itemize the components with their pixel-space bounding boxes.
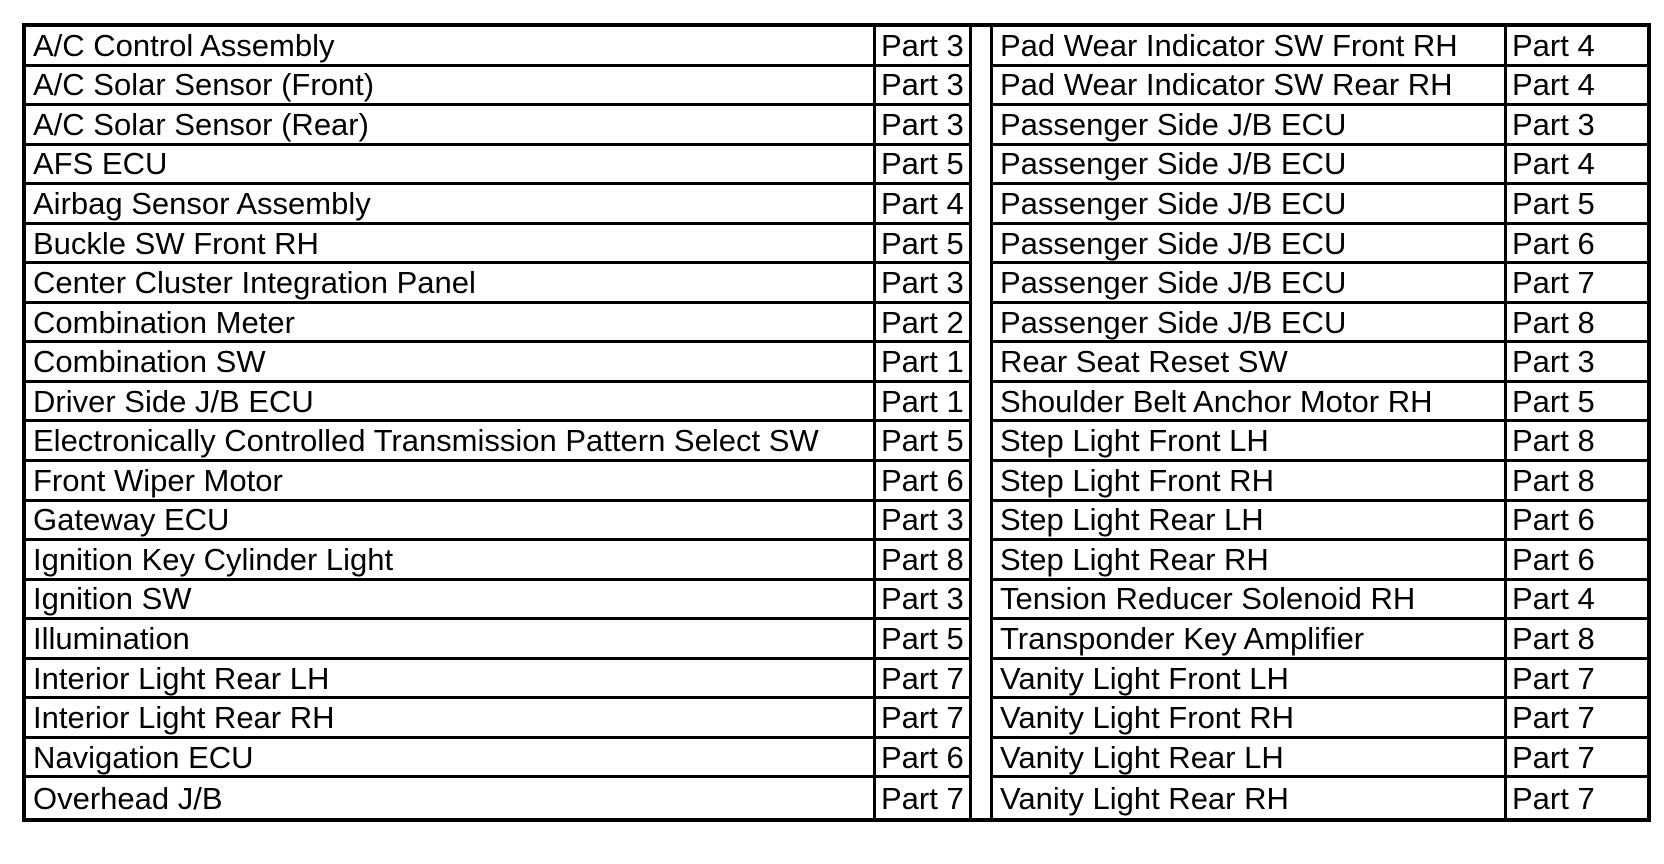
- component-name-cell: Step Light Rear RH: [993, 541, 1507, 581]
- part-number-cell: Part 4: [876, 185, 972, 225]
- component-name-cell: Front Wiper Motor: [26, 462, 876, 502]
- component-name-cell: Passenger Side J/B ECU: [993, 264, 1507, 304]
- part-number-cell: Part 3: [876, 106, 972, 146]
- component-name-cell: Step Light Front RH: [993, 462, 1507, 502]
- part-number-cell: Part 2: [876, 304, 972, 344]
- component-name-cell: Passenger Side J/B ECU: [993, 225, 1507, 265]
- component-name-cell: A/C Control Assembly: [26, 27, 876, 67]
- component-name-cell: Center Cluster Integration Panel: [26, 264, 876, 304]
- part-number-cell: Part 8: [1507, 462, 1647, 502]
- component-name-cell: Pad Wear Indicator SW Rear RH: [993, 67, 1507, 107]
- component-name-cell: Combination Meter: [26, 304, 876, 344]
- component-name-cell: Buckle SW Front RH: [26, 225, 876, 265]
- component-name-cell: Step Light Front LH: [993, 422, 1507, 462]
- component-name-cell: Vanity Light Rear RH: [993, 778, 1507, 818]
- part-number-cell: Part 7: [876, 778, 972, 818]
- component-name-cell: Rear Seat Reset SW: [993, 343, 1507, 383]
- part-number-cell: Part 4: [1507, 581, 1647, 621]
- part-number-cell: Part 7: [1512, 780, 1595, 816]
- part-number-cell: Part 6: [876, 739, 972, 779]
- component-name-cell: Interior Light Rear LH: [26, 660, 876, 700]
- component-name-cell: Passenger Side J/B ECU: [993, 106, 1507, 146]
- component-name-cell: Transponder Key Amplifier: [993, 620, 1507, 660]
- part-number-cell: Part 8: [1507, 304, 1647, 344]
- part-number-cell: Part 6: [876, 462, 972, 502]
- part-number-cell: Part 3: [876, 581, 972, 621]
- component-name-cell: Step Light Rear LH: [993, 502, 1507, 542]
- part-number-cell: Part 5: [1507, 185, 1647, 225]
- part-number-cell: Part 5: [876, 225, 972, 265]
- part-number-cell: Part 7: [876, 699, 972, 739]
- part-number-cell: Part 8: [1507, 422, 1647, 462]
- part-number-cell: Part 3: [876, 502, 972, 542]
- component-name-cell: Vanity Light Front RH: [993, 699, 1507, 739]
- component-name-cell: Tension Reducer Solenoid RH: [993, 581, 1507, 621]
- component-name-cell: Overhead J/B: [26, 778, 876, 818]
- part-number-cell: Part 3: [876, 264, 972, 304]
- component-name-cell: Passenger Side J/B ECU: [993, 304, 1507, 344]
- part-number-cell: Part 7: [1507, 660, 1647, 700]
- part-number-cell: Part 7: [1507, 699, 1647, 739]
- component-name-cell: Passenger Side J/B ECU: [993, 146, 1507, 186]
- column-divider: [972, 27, 993, 818]
- part-number-cell: Part 5: [876, 146, 972, 186]
- component-name-cell: AFS ECU: [26, 146, 876, 186]
- component-name-cell: Passenger Side J/B ECU: [993, 185, 1507, 225]
- part-number-cell: Part 6: [1507, 541, 1647, 581]
- component-name-cell: Combination SW: [26, 343, 876, 383]
- component-name-cell: Interior Light Rear RH: [26, 699, 876, 739]
- component-name-cell: A/C Solar Sensor (Rear): [26, 106, 876, 146]
- part-number-cell: Part 1: [876, 383, 972, 423]
- part-number-cell: Part 6: [1507, 502, 1647, 542]
- component-name-cell: Shoulder Belt Anchor Motor RH: [993, 383, 1507, 423]
- part-number-cell: Part 8: [1507, 620, 1647, 660]
- component-index-table: [22, 23, 1651, 822]
- component-name-cell: Gateway ECU: [26, 502, 876, 542]
- component-name-cell: Illumination: [26, 620, 876, 660]
- part-number-cell: Part 4: [1507, 146, 1647, 186]
- part-number-cell: Part 3: [1507, 343, 1647, 383]
- component-name-cell: Airbag Sensor Assembly: [26, 185, 876, 225]
- component-name-cell: Ignition SW: [26, 581, 876, 621]
- part-number-cell: Part 1: [876, 343, 972, 383]
- component-name-cell: A/C Solar Sensor (Front): [26, 67, 876, 107]
- part-number-cell: Part 4: [1507, 27, 1647, 67]
- component-name-cell: Pad Wear Indicator SW Front RH: [993, 27, 1507, 67]
- part-number-cell: Part 3: [876, 67, 972, 107]
- part-number-cell: Part 7: [1507, 264, 1647, 304]
- component-name-cell: Electronically Controlled Transmission Pattern Select SW: [26, 422, 876, 462]
- part-number-cell: Part 7: [1507, 739, 1647, 779]
- part-number-cell: Part 5: [1507, 383, 1647, 423]
- component-name-cell: Ignition Key Cylinder Light: [26, 541, 876, 581]
- component-name-cell: Driver Side J/B ECU: [26, 383, 876, 423]
- component-name-cell: Vanity Light Rear LH: [993, 739, 1507, 779]
- part-number-cell: Part 4: [1507, 67, 1647, 107]
- part-number-cell: Part 6: [1507, 225, 1647, 265]
- part-number-cell: Part 3: [876, 27, 972, 67]
- part-number-cell: Part 7: [876, 660, 972, 700]
- part-number-cell: Part 5: [876, 620, 972, 660]
- part-number-cell: Part 5: [876, 422, 972, 462]
- component-name-cell: Vanity Light Front LH: [993, 660, 1507, 700]
- part-number-cell: Part 8: [876, 541, 972, 581]
- part-number-cell: Part 3: [1507, 106, 1647, 146]
- component-name-cell: Navigation ECU: [26, 739, 876, 779]
